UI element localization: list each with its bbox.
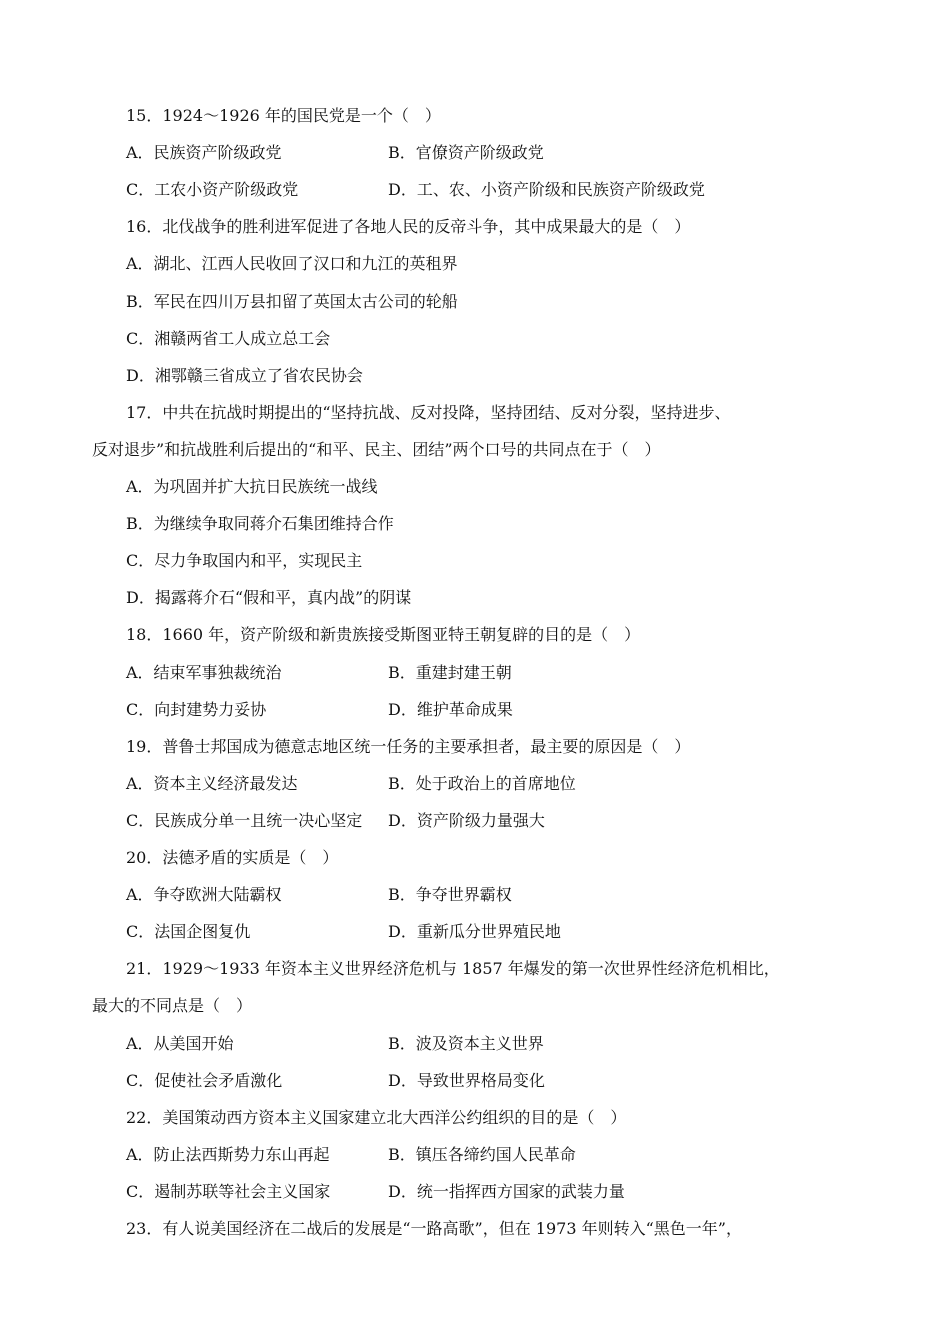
answer-option: D．资产阶级力量强大	[388, 811, 545, 830]
answer-option: B．官僚资产阶级政党	[388, 143, 544, 162]
answer-option: B．为继续争取同蒋介石集团维持合作	[126, 514, 394, 533]
answer-option: D．统一指挥西方国家的武装力量	[388, 1182, 625, 1201]
answer-option: A．资本主义经济最发达	[126, 774, 298, 793]
answer-option: A．为巩固并扩大抗日民族统一战线	[126, 477, 378, 496]
answer-option: A．争夺欧洲大陆霸权	[126, 885, 282, 904]
answer-option: C．工农小资产阶级政党	[126, 180, 299, 199]
answer-option: A．防止法西斯势力东山再起	[126, 1145, 330, 1164]
answer-option: B．重建封建王朝	[388, 663, 512, 682]
question-stem: 18．1660 年，资产阶级和新贵族接受斯图亚特王朝复辟的目的是（ ）	[126, 625, 641, 644]
answer-option: C．促使社会矛盾激化	[126, 1071, 283, 1090]
answer-option: C．法国企图复仇	[126, 922, 251, 941]
answer-option: D．揭露蒋介石“假和平，真内战”的阴谋	[126, 588, 412, 607]
answer-option: C．尽力争取国内和平，实现民主	[126, 551, 363, 570]
answer-option: D．导致世界格局变化	[388, 1071, 545, 1090]
question-stem: 20．法德矛盾的实质是（ ）	[126, 848, 339, 867]
answer-option: B．镇压各缔约国人民革命	[388, 1145, 576, 1164]
question-stem-continued: 反对退步”和抗战胜利后提出的“和平、民主、团结”两个口号的共同点在于（ ）	[92, 440, 661, 459]
answer-option: B．处于政治上的首席地位	[388, 774, 576, 793]
answer-option: D．湘鄂赣三省成立了省农民协会	[126, 366, 363, 385]
answer-option: C．向封建势力妥协	[126, 700, 267, 719]
answer-option: A．结束军事独裁统治	[126, 663, 282, 682]
answer-option: A．湖北、江西人民收回了汉口和九江的英租界	[126, 254, 458, 273]
question-stem: 22．美国策动西方资本主义国家建立北大西洋公约组织的目的是（ ）	[126, 1108, 627, 1127]
answer-option: C．民族成分单一且统一决心坚定	[126, 811, 363, 830]
answer-option: B．争夺世界霸权	[388, 885, 512, 904]
answer-option: C．遏制苏联等社会主义国家	[126, 1182, 331, 1201]
question-stem: 17．中共在抗战时期提出的“坚持抗战、反对投降，坚持团结、反对分裂，坚持进步、	[126, 403, 731, 422]
question-stem: 19．普鲁士邦国成为德意志地区统一任务的主要承担者，最主要的原因是（ ）	[126, 737, 691, 756]
answer-option: D．维护革命成果	[388, 700, 513, 719]
question-stem: 15．1924～1926 年的国民党是一个（ ）	[126, 106, 441, 125]
question-stem: 23．有人说美国经济在二战后的发展是“一路高歌”，但在 1973 年则转入“黑色一年”，	[126, 1219, 742, 1238]
answer-option: D．重新瓜分世界殖民地	[388, 922, 561, 941]
question-stem: 21．1929～1933 年资本主义世界经济危机与 1857 年爆发的第一次世界性经济危机相比，	[126, 959, 780, 978]
answer-option: A．从美国开始	[126, 1034, 234, 1053]
answer-option: C．湘赣两省工人成立总工会	[126, 329, 331, 348]
question-stem: 16．北伐战争的胜利进军促进了各地人民的反帝斗争，其中成果最大的是（ ）	[126, 217, 691, 236]
answer-option: D．工、农、小资产阶级和民族资产阶级政党	[388, 180, 705, 199]
answer-option: A．民族资产阶级政党	[126, 143, 282, 162]
answer-option: B．军民在四川万县扣留了英国太古公司的轮船	[126, 292, 458, 311]
question-stem-continued: 最大的不同点是（ ）	[92, 996, 253, 1015]
answer-option: B．波及资本主义世界	[388, 1034, 544, 1053]
